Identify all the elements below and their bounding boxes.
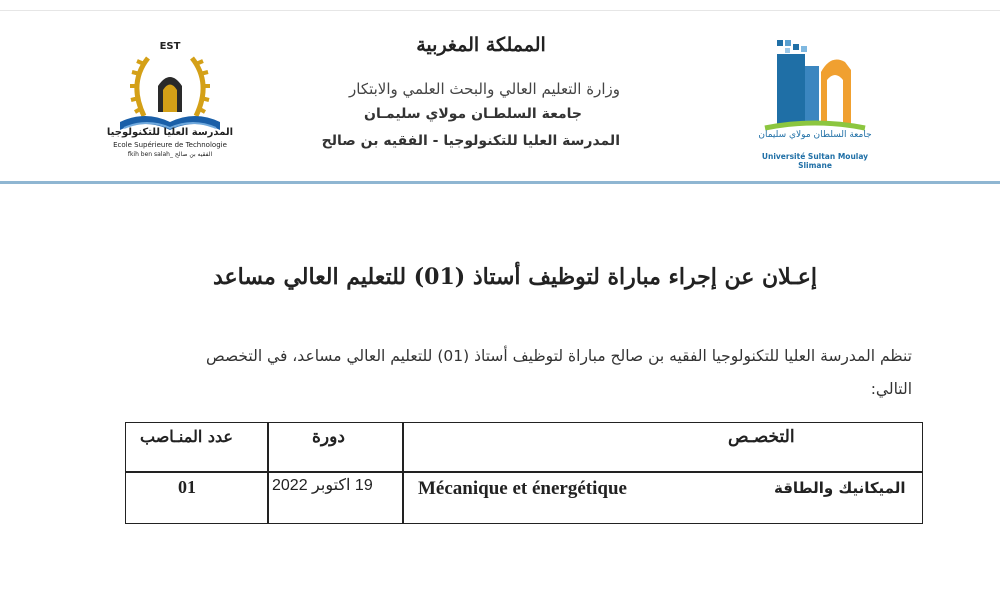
table-column-divider xyxy=(267,423,269,523)
university-name-fr: Université Sultan Moulay Slimane xyxy=(761,152,869,170)
body-line-2: التالي: xyxy=(870,380,912,398)
est-city: fkih ben salah_ الفقيه بن صالح xyxy=(127,151,213,158)
top-border xyxy=(0,10,1000,11)
kingdom-title: المملكة المغربية xyxy=(416,34,546,56)
table-column-divider xyxy=(402,423,404,523)
university-name: جامعة السلطـان مولاي سليمـان xyxy=(364,106,582,122)
table-cell-posts: 01 xyxy=(178,477,196,497)
table-cell-date: 19 اكتوبر 2022 xyxy=(272,477,373,494)
table-cell-specialty-fr: Mécanique et énergétique xyxy=(418,478,627,499)
est-name-ar: المدرسة العليا للتكنولوجيا xyxy=(106,127,234,138)
table-header-divider xyxy=(126,471,922,473)
table-header-cycle: دورة xyxy=(312,427,345,447)
est-badge: EST xyxy=(159,41,181,52)
body-line-1: تنظم المدرسة العليا للتكنولوجيا الفقيه بن صالح مباراة لتوظيف أستاذ (01) للتعليم العالي مساعد، في التخصص xyxy=(205,347,912,365)
header-divider xyxy=(0,181,1000,184)
table-header-specialty: التخصـص xyxy=(728,427,795,447)
positions-table xyxy=(125,422,923,524)
table-header-posts: عدد المنـاصب xyxy=(140,427,233,446)
est-name-fr: Ecole Supérieure de Technologie xyxy=(113,141,227,149)
university-name-ar: جامعة السلطان مولاي سليمان xyxy=(758,130,872,140)
ministry-name: وزارة التعليم العالي والبحث العلمي والابتكار xyxy=(349,80,620,98)
table-cell-specialty-ar: الميكانيك والطاقة xyxy=(774,479,906,497)
school-name: المدرسة العليا للتكنولوجيا - الفقيه بن صالح xyxy=(321,133,620,149)
announcement-title: إعـلان عن إجراء مباراة لتوظيف أستاذ (01) للتعليم العالي مساعد xyxy=(213,264,817,290)
